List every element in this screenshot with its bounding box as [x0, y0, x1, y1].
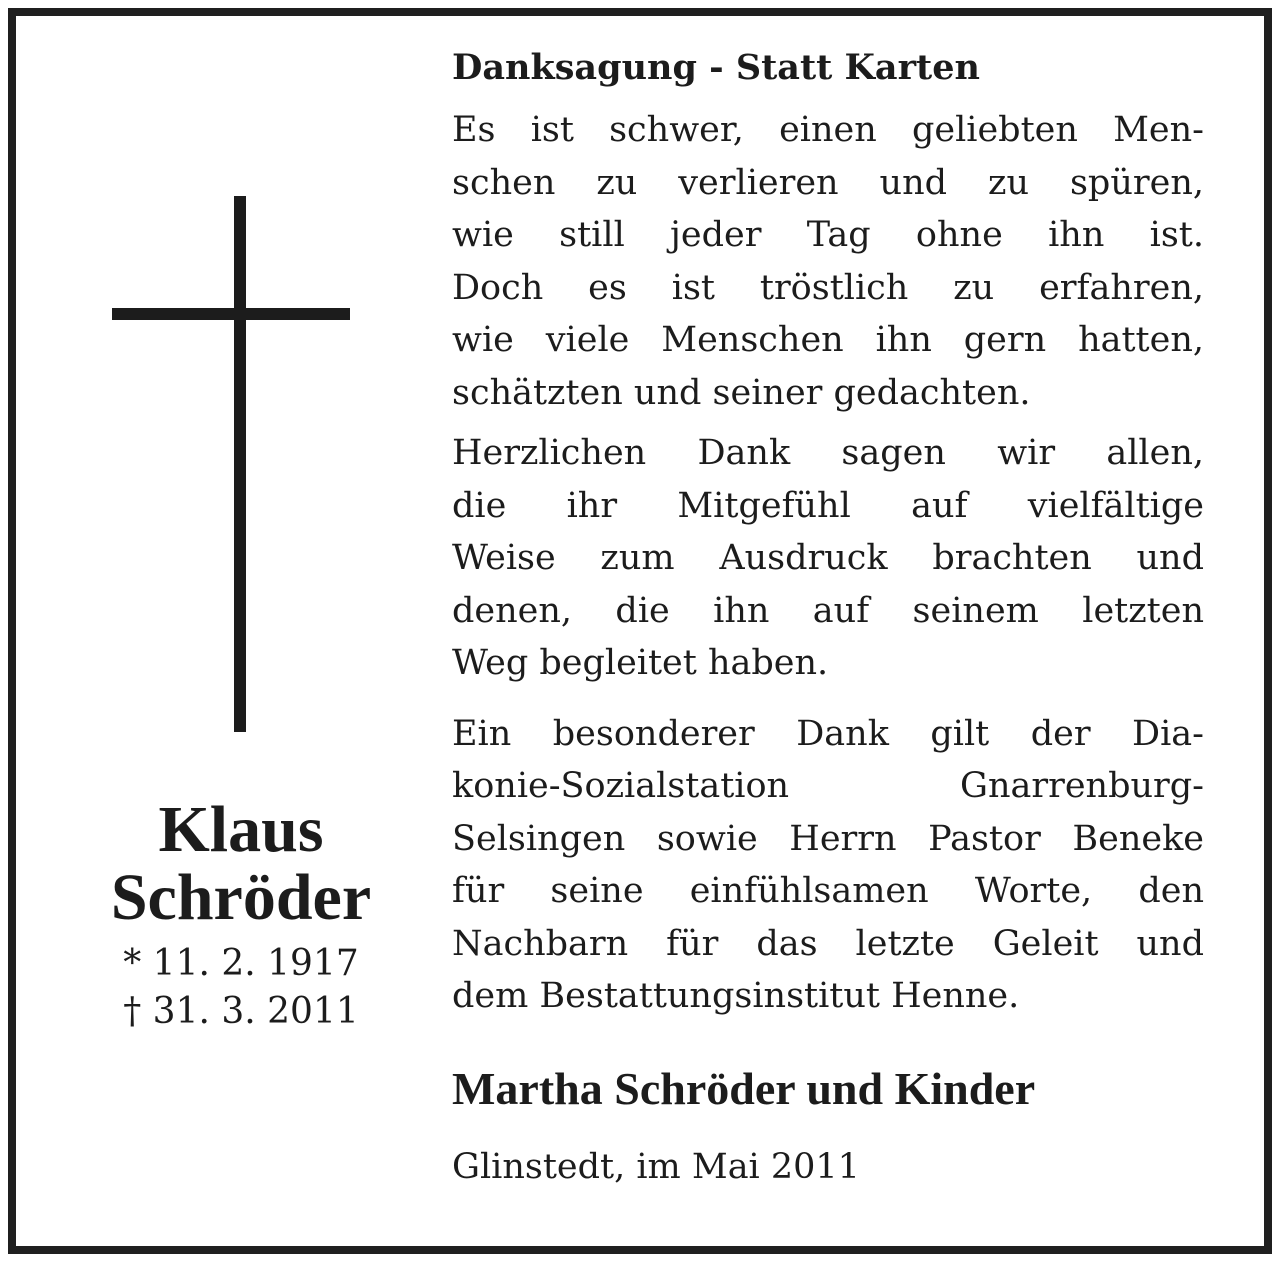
text-line: wie viele Menschen ihn gern hatten,: [452, 320, 1204, 360]
text-line: Herzlichen Dank sagen wir allen,: [452, 433, 1204, 473]
text-line: Es ist schwer, einen geliebten Men-: [452, 110, 1204, 150]
deceased-last-name: Schröder: [110, 861, 372, 934]
obituary-notice-frame: [8, 8, 1272, 1254]
text-line: konie-Sozialstation Gnarrenburg-: [452, 766, 1204, 806]
text-line: Weg begleitet haben.: [452, 643, 829, 683]
text-line: schen zu verlieren und zu spüren,: [452, 162, 1204, 203]
place-date: Glinstedt, im Mai 2011: [452, 1146, 860, 1187]
text-line: wie still jeder Tag ohne ihn ist.: [452, 215, 1204, 255]
life-dates: [36, 940, 446, 1036]
text-line: für seine einfühlsamen Worte, den: [452, 871, 1204, 911]
birth-date: * 11. 2. 1917: [123, 943, 359, 984]
paragraph-grief: [452, 104, 1204, 419]
deceased-first-name: Klaus: [158, 793, 324, 866]
text-line: denen, die ihn auf seinem letzten: [452, 590, 1204, 631]
text-line: Selsingen sowie Herrn Pastor Beneke: [452, 818, 1204, 859]
notice-heading: Danksagung - Statt Karten: [452, 47, 980, 88]
text-line: Nachbarn für das letzte Geleit und: [452, 923, 1204, 964]
text-line: Doch es ist tröstlich zu erfahren,: [452, 267, 1204, 308]
text-line: schätzten und seiner gedachten.: [452, 372, 1031, 413]
text-line: die ihr Mitgefühl auf vielfältige: [452, 485, 1204, 526]
cross-vertical-bar: [234, 196, 246, 732]
paragraph-thanks: [452, 427, 1204, 690]
text-line: Weise zum Ausdruck brachten und: [452, 538, 1204, 578]
paragraph-special-thanks: [452, 708, 1204, 1023]
text-line: Ein besonderer Dank gilt der Dia-: [452, 713, 1204, 754]
deceased-name-block: [36, 793, 446, 1036]
signature: Martha Schröder und Kinder: [452, 1062, 1036, 1114]
cross-horizontal-bar: [112, 308, 350, 320]
death-date: † 31. 3. 2011: [123, 991, 359, 1032]
thanks-text-column: [452, 44, 1204, 1191]
text-line: dem Bestattungsinstitut Henne.: [452, 976, 1020, 1016]
